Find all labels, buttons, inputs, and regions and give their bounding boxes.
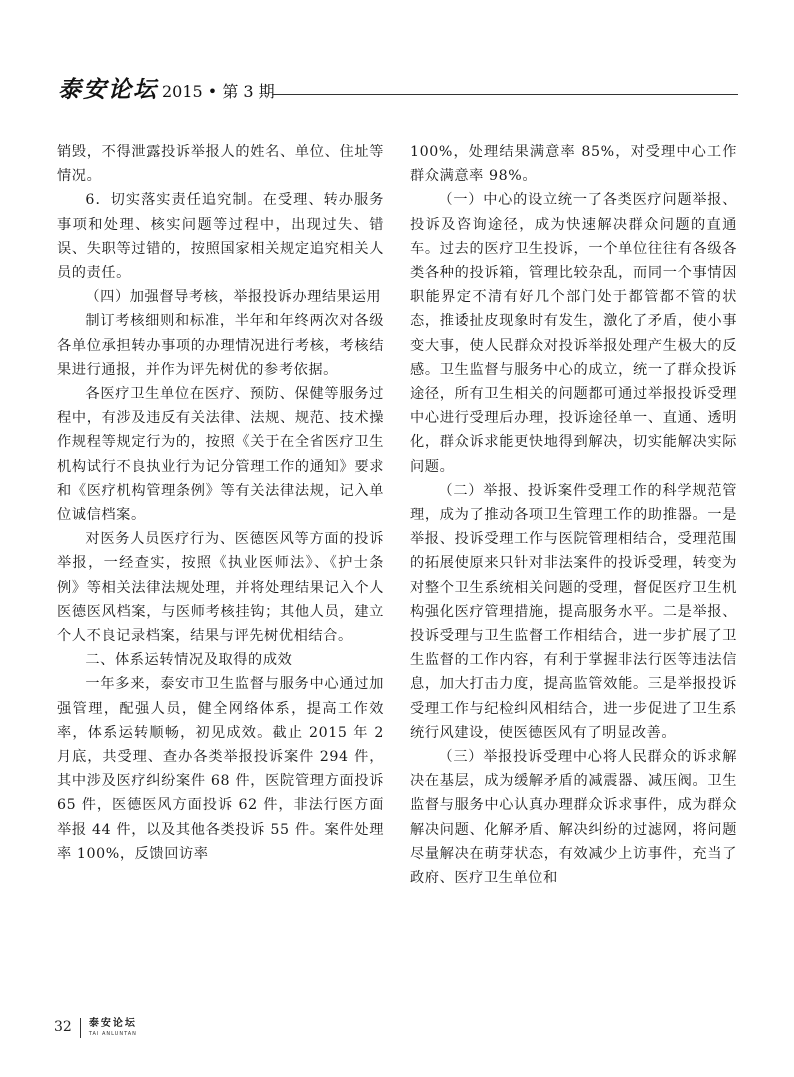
paragraph: （三）举报投诉受理中心将人民群众的诉求解决在基层，成为缓解矛盾的减震器、减压阀。卫生监督与服务中心认真办理群众诉求事件，成为群众解决问题、化解矛盾、解决纠纷的过滤网，将问题尽量解决在萌芽状态，有效减少上访事件，充当了政府、医疗卫生单位和 (410, 749, 737, 887)
paragraph: （二）举报、投诉案件受理工作的科学规范管理，成为了推动各项卫生管理工作的助推器。一是举报、投诉受理工作与医院管理相结合，受理范围的拓展使原来只针对非法案件的投诉受理，转变为对整个卫生系统相关问题的受理，督促医疗卫生机构强化医疗管理措施，提高服务水平。二是举报、投诉受理与卫生监督工作相结合，进一步扩展了卫生监督的工作内容，有利于掌握非法行医等违法信息，加大打击力度，提高监管效能。三是举报投诉受理工作与纪检纠风相结合，进一步促进了卫生系统行风建设，使医德医风有了明显改善。 (410, 482, 737, 741)
page-footer (54, 1018, 137, 1038)
left-column (57, 140, 384, 866)
paragraph: 销毁，不得泄露投诉举报人的姓名、单位、住址等情况。 (57, 144, 384, 185)
paragraph: 6．切实落实责任追究制。在受理、转办服务事项和处理、核实问题等过程中，出现过失、错误、失职等过错的，按照国家相关规定追究相关人员的责任。 (57, 192, 384, 282)
footer-brand (89, 1018, 137, 1038)
paragraph: 100%，处理结果满意率 85%，对受理中心工作群众满意率 98%。 (410, 144, 737, 185)
issue-label: 2015 • 第 3 期 (162, 82, 275, 101)
footer-divider (80, 1018, 81, 1038)
journal-logo: 泰安论坛 (58, 76, 158, 103)
paragraph: （四）加强督导考核，举报投诉办理结果运用 (85, 289, 382, 306)
paragraph: 制订考核细则和标准，半年和年终两次对各级各单位承担转办事项的办理情况进行考核，考核结果进行通报，并作为评先树优的参考依据。 (57, 313, 384, 378)
footer-brand-en: TAI ANLUNTAN (88, 1031, 137, 1037)
paragraph: 各医疗卫生单位在医疗、预防、保健等服务过程中，有涉及违反有关法律、法规、规范、技术操作规程等规定行为的，按照《关于在全省医疗卫生机构试行不良执业行为记分管理工作的通知》要求和《医疗机构管理条例》等有关法律法规，记入单位诚信档案。 (57, 386, 384, 524)
footer-brand-cn: 泰安论坛 (88, 1018, 137, 1029)
page-number: 32 (54, 1019, 72, 1035)
page-header (58, 74, 275, 104)
paragraph: 一年多来，泰安市卫生监督与服务中心通过加强管理，配强人员，健全网络体系，提高工作效率，体系运转顺畅，初见成效。截止 2015 年 2 月底，共受理、查办各类举报投诉案件 294 件，其中涉及医疗纠纷案件 68 件，医院管理方面投诉 65 件，医德医风方面投诉 62 件，非法行医方面举报 44 件，以及其他各类投诉 55 件。案件处理率 100%，反馈回访率 (57, 676, 384, 862)
right-column (410, 140, 737, 890)
paragraph: 对医务人员医疗行为、医德医风等方面的投诉举报，一经查实，按照《执业医师法》、《护士条例》等相关法律法规处理，并将处理结果记入个人医德医风档案，与医师考核挂钩；其他人员，建立个人不良记录档案，结果与评先树优相结合。 (57, 531, 384, 645)
paragraph: 二、体系运转情况及取得的成效 (85, 652, 293, 669)
paragraph: （一）中心的设立统一了各类医疗问题举报、投诉及咨询途径，成为快速解决群众问题的直通车。过去的医疗卫生投诉，一个单位往往有各级各类各种的投诉箱，管理比较杂乱，而同一个事情因职能界定不清有好几个部门处于都管都不管的状态，推诿扯皮现象时有发生，激化了矛盾，使小事变大事，使人民群众对投诉举报处理产生极大的反感。卫生监督与服务中心的成立，统一了群众投诉途径，所有卫生相关的问题都可通过举报投诉受理中心进行受理后办理，投诉途径单一、直通、透明化，群众诉求能更快地得到解决，切实能解决实际问题。 (410, 192, 737, 475)
header-rule (272, 94, 738, 95)
